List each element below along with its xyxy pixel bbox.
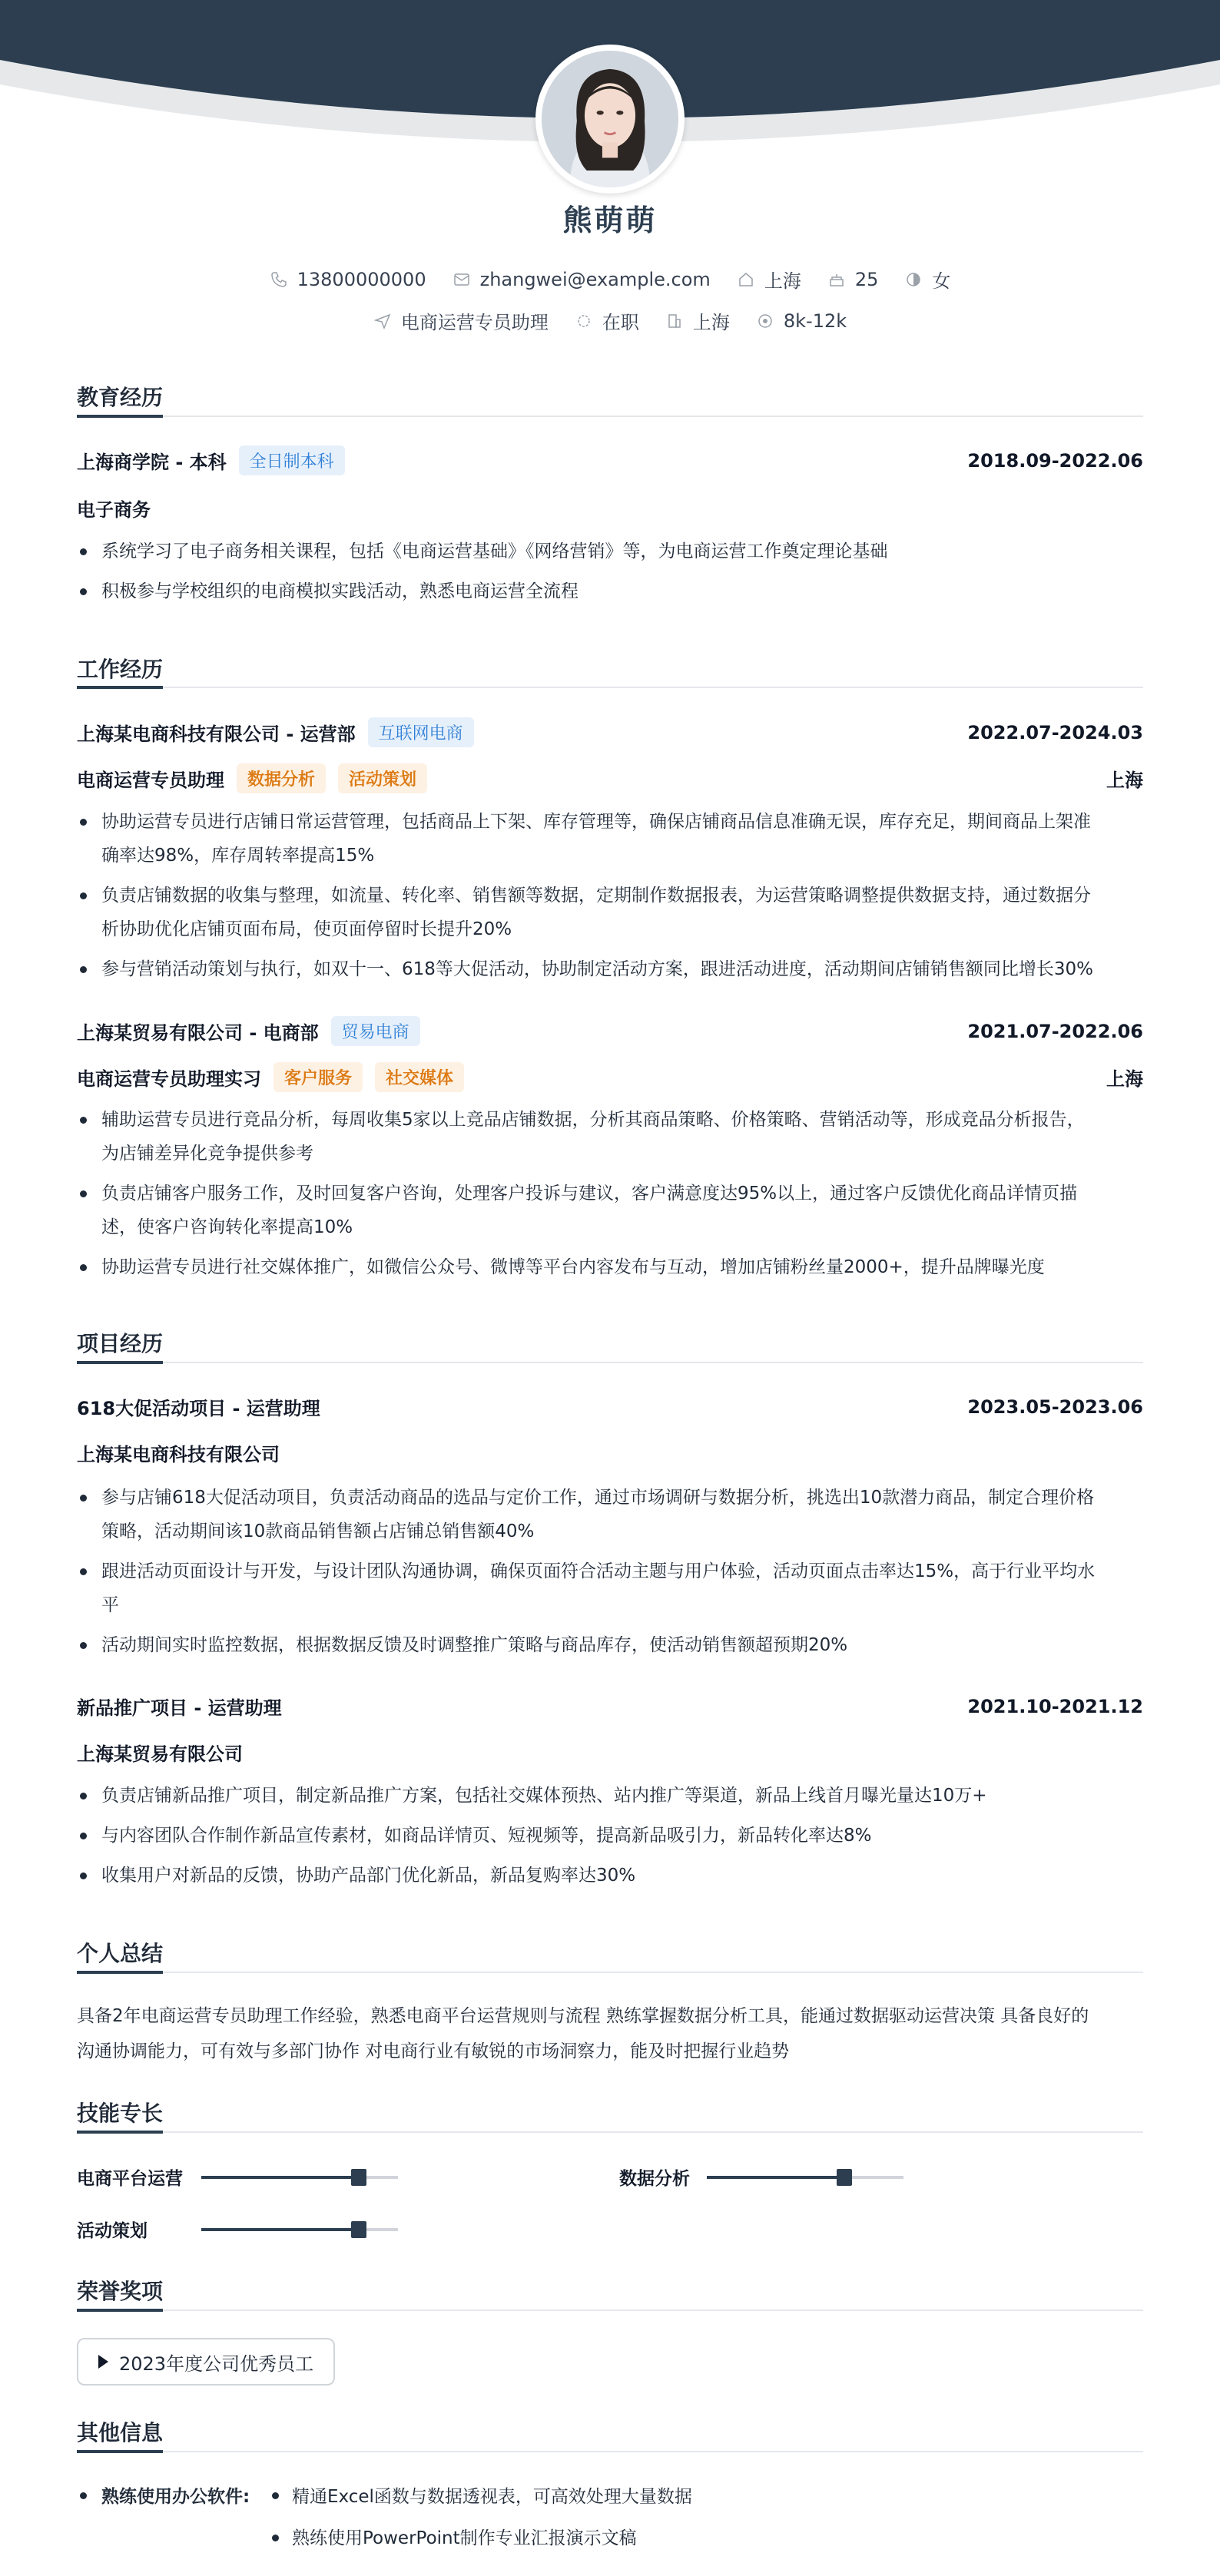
contact-row [0,266,1220,293]
role-row-2 [77,1062,1143,1092]
section-title-summary: 个人总结 [77,1941,164,1966]
project-title: 618大促活动项目 - 运营助理 [77,1398,320,1419]
work-location: 上海 [1106,1068,1143,1090]
email-item [453,266,711,293]
other-label: 熟练使用办公软件: [101,2487,250,2507]
list-item: 活动期间实时监控数据，根据数据反馈及时调整推广策略与商品库存，使活动销售额超预期20% [77,1628,1143,1662]
list-item: 协助运营专员进行店铺日常运营管理，包括商品上下架、库存管理等，确保店铺商品信息准确无误，库存充足，期间商品上架准 确率达98%，库存周转率提高15% [77,805,1143,872]
list-item: 跟进活动页面设计与开发，与设计团队沟通协调，确保页面符合活动主题与用户体验，活动页面点击率达15%，高于行业平均水 平 [77,1555,1143,1622]
project-company: 上海某贸易有限公司 [77,1743,243,1765]
gender-icon [904,270,923,289]
skill-item [77,2217,398,2242]
section-title-skills: 技能专长 [77,2101,164,2126]
candidate-name: 熊萌萌 [562,204,658,237]
avatar [535,45,685,194]
list-item: 积极参与学校组织的电商模拟实践活动，熟悉电商运营全流程 [77,574,1143,608]
role-title: 电商运营专员助理实习 [77,1068,261,1090]
skill-tag: 社交媒体 [375,1062,464,1092]
building-icon [665,312,684,330]
major-row [77,495,1143,521]
project-bullets-2 [77,1779,1143,1899]
skill-label: 数据分析 [619,2169,690,2189]
bullet-dot [272,2535,279,2541]
other-item: 熟练使用PowerPoint制作专业汇报演示文稿 [292,2528,637,2548]
work-date: 2021.07-2022.06 [967,1020,1143,1042]
education-tag: 全日制本科 [239,445,345,475]
work-bullets-2 [77,1103,1143,1290]
education-bullets [77,535,1143,614]
section-rule [77,1362,1143,1363]
major: 电子商务 [77,499,151,521]
status-item [575,307,639,334]
skill-tag: 活动策划 [338,763,427,793]
age-text: 25 [854,268,879,290]
section-rule [77,1972,1143,1973]
phone-text: 13800000000 [297,268,426,290]
email-text: zhangwei@example.com [479,268,711,290]
job-intent-row [0,307,1220,334]
play-icon [98,2355,108,2369]
city-item [737,266,801,293]
list-item: 系统学习了电子商务相关课程，包括《电商运营基础》《网络营销》等，为电商运营工作奠定理论基础 [77,535,1143,568]
summary-text: 具备2年电商运营专员助理工作经验，熟悉电商平台运营规则与流程 熟练掌握数据分析工具，能通过数据驱动运营决策 具备良好的 沟通协调能力，可有效与多部门协作 对电商行业有敏锐的市场洞察力，能及时把握行业趋势 [77,2006,1089,2061]
work-header-1 [77,717,1143,747]
skill-bar [707,2176,903,2179]
age-item [827,266,879,293]
work-city-item [665,307,730,334]
skill-tag: 数据分析 [237,763,326,793]
education-header [77,445,1143,475]
list-item: 负责店铺新品推广项目，制定新品推广方案，包括社交媒体预热、站内推广等渠道，新品上线首月曝光量达10万+ [77,1779,1143,1813]
city-text: 上海 [764,270,801,292]
list-item: 协助运营专员进行社交媒体推广，如微信公众号、微博等平台内容发布与互动，增加店铺粉丝量2000+，提升品牌曝光度 [77,1250,1143,1284]
section-title-other: 其他信息 [77,2420,164,2445]
portrait-icon [542,51,678,187]
project-date: 2021.10-2021.12 [967,1695,1143,1717]
work-city-text: 上海 [692,312,730,333]
project-company-row-2 [77,1739,1143,1766]
job-target-item [373,307,549,334]
send-icon [373,312,392,330]
project-header-1 [77,1393,1143,1420]
section-rule [77,687,1143,688]
company-name: 上海某贸易有限公司 - 电商部 [77,1022,319,1044]
list-item: 辅助运营专员进行竞品分析，每周收集5家以上竞品店铺数据，分析其商品策略、价格策略、营销活动等，形成竞品分析报告， 为店铺差异化竞争提供参考 [77,1103,1143,1170]
cake-icon [827,270,846,289]
honor-text: 2023年度公司优秀员工 [119,2353,314,2375]
skill-bar [201,2228,398,2231]
work-location: 上海 [1106,770,1143,791]
list-item: 负责店铺数据的收集与整理，如流量、转化率、销售额等数据，定期制作数据报表，为运营策略调整提供数据支持，通过数据分 析协助优化店铺页面布局，使页面停留时长提升20% [77,879,1143,946]
salary-text: 8k-12k [783,310,847,332]
list-item: 参与店铺618大促活动项目，负责活动商品的选品与定价工作，通过市场调研与数据分析，挑选出10款潜力商品，制定合理价格 策略，活动期间该10款商品销售额占店铺总销售额40% [77,1481,1143,1548]
section-rule [77,2451,1143,2452]
project-title: 新品推广项目 - 运营助理 [77,1697,282,1719]
gender-item [904,266,950,293]
gender-text: 女 [932,270,951,292]
section-title-work: 工作经历 [77,657,164,682]
industry-tag: 互联网电商 [368,717,474,747]
bullet-dot [80,2492,87,2499]
section-title-education: 教育经历 [77,385,164,410]
skill-tag: 客户服务 [274,1062,363,1092]
project-company: 上海某电商科技有限公司 [77,1444,280,1465]
work-date: 2022.07-2024.03 [967,721,1143,743]
school-name: 上海商学院 - 本科 [77,452,227,473]
honor-badge[interactable] [77,2338,335,2386]
job-target-text: 电商运营专员助理 [400,312,549,333]
education-date: 2018.09-2022.06 [967,449,1143,472]
role-title: 电商运营专员助理 [77,770,224,791]
status-icon [575,312,593,330]
project-company-row-1 [77,1439,1143,1466]
section-rule [77,416,1143,417]
skill-item [619,2164,903,2190]
company-name: 上海某电商科技有限公司 - 运营部 [77,723,356,745]
salary-item [756,307,847,334]
status-text: 在职 [602,312,639,333]
list-item: 收集用户对新品的反馈，协助产品部门优化新品，新品复购率达30% [77,1859,1143,1892]
list-item: 与内容团队合作制作新品宣传素材，如商品详情页、短视频等，提高新品吸引力，新品转化率达8% [77,1819,1143,1853]
list-item: 负责店铺客户服务工作，及时回复客户咨询，处理客户投诉与建议，客户满意度达95%以上，通过客户反馈优化商品详情页描 述，使客户咨询转化率提高10% [77,1177,1143,1244]
money-icon [756,312,774,330]
phone-icon [270,270,288,289]
list-item: 参与营销活动策划与执行，如双十一、618等大促活动，协助制定活动方案，跟进活动进度，活动期间店铺销售额同比增长30% [77,952,1143,986]
skill-label: 电商平台运营 [77,2169,183,2189]
project-header-2 [77,1693,1143,1720]
work-header-2 [77,1016,1143,1046]
role-row-1 [77,763,1143,793]
skill-bar [201,2176,398,2179]
section-title-honors: 荣誉奖项 [77,2279,164,2304]
industry-tag: 贸易电商 [331,1016,420,1046]
bullet-dot [272,2492,279,2499]
home-icon [737,270,755,289]
project-bullets-1 [77,1481,1143,1668]
phone-item [270,266,426,293]
section-title-projects: 项目经历 [77,1331,164,1356]
other-item: 精通Excel函数与数据透视表，可高效处理大量数据 [292,2487,692,2507]
mail-icon [453,270,471,289]
section-rule [77,2309,1143,2311]
project-date: 2023.05-2023.06 [967,1396,1143,1418]
skill-item [77,2164,398,2190]
section-rule [77,2131,1143,2133]
work-bullets-1 [77,805,1143,992]
skill-label: 活动策划 [77,2221,148,2241]
